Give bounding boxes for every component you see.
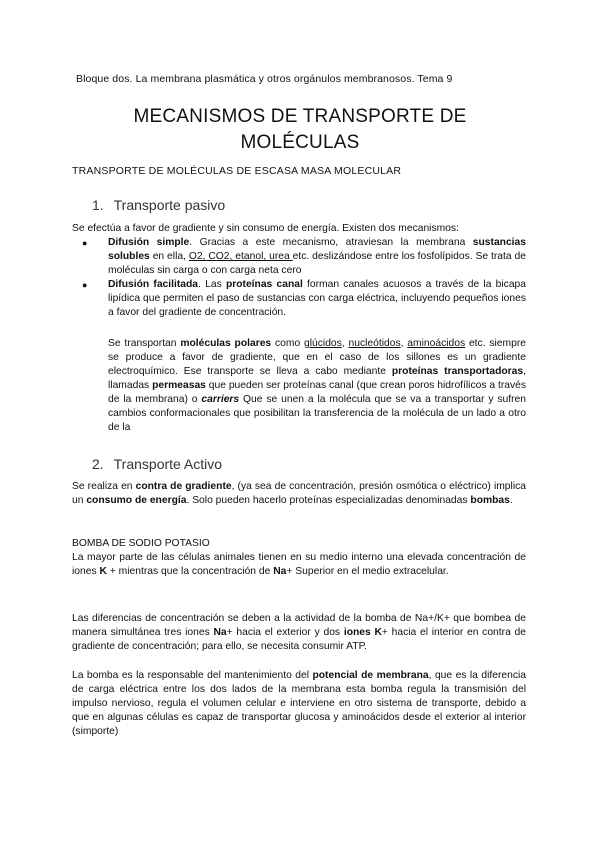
- term-potencial-de-membrana: potencial de membrana: [312, 670, 429, 681]
- pump-paragraph-3: [72, 669, 526, 739]
- text-span: + hacia el interior en contra de gradiente de concentración; para ello, se necesita consumir ATP.: [72, 627, 526, 652]
- text-span: . Solo pueden hacerlo proteínas especializadas denominadas: [186, 495, 471, 506]
- text-span: que pueden ser proteínas canal (que crean poros hidrofílicos a través de la membrana) o: [108, 380, 527, 405]
- term-proteinas-canal: proteínas canal: [225, 279, 303, 290]
- text-span: etc. deslizándose entre los fosfolípidos. Se trata de moléculas sin carga o con carga neta cero: [108, 251, 526, 276]
- underlined-glucidos: glúcidos: [304, 338, 342, 349]
- text-span: ,: [341, 338, 349, 349]
- document-header: Bloque dos. La membrana plasmática y otros orgánulos membranosos. Tema 9: [76, 73, 453, 85]
- pump-paragraph-1: [72, 551, 526, 579]
- text-span: + Superior en el medio extracelular.: [286, 566, 449, 577]
- text-span: , (ya sea de concentración, presión osmótica o eléctrico) implica un: [72, 481, 526, 506]
- title-line-1: MECANISMOS DE TRANSPORTE DE: [133, 106, 467, 127]
- text-span: La mayor parte de las células animales tienen en su medio interno una elevada concentración de iones: [72, 552, 526, 577]
- section-2-number: 2.: [92, 456, 104, 472]
- text-span: forman canales acuosos a través de la bicapa lipídica que permiten el paso de sustancias con carga eléctrica, incluyendo pequeños iones a favor del gradiente de concentración.: [108, 279, 526, 318]
- title-line-2: MOLÉCULAS: [240, 132, 360, 153]
- bullet-dot-icon: ●: [82, 238, 88, 248]
- ion-na: Na: [213, 627, 227, 638]
- section-1-intro: Se efectúa a favor de gradiente y sin consumo de energía. Existen dos mecanismos:: [72, 223, 459, 234]
- list-item-difusion-simple: [80, 236, 526, 278]
- term-consumo-de-energia: consumo de energía: [86, 495, 187, 506]
- pump-heading: BOMBA DE SODIO POTASIO: [72, 538, 210, 549]
- underlined-aminoacidos: aminoácidos: [407, 338, 466, 349]
- text-span: . Gracias a este mecanismo, atraviesan la membrana: [189, 237, 473, 248]
- ion-k: iones K: [343, 627, 382, 638]
- pump-paragraph-2: [72, 612, 526, 654]
- term-permeasas: permeasas: [152, 380, 206, 391]
- text-span: Se transportan: [108, 338, 181, 349]
- polar-molecules-paragraph: [108, 337, 526, 435]
- term-difusion-simple: Difusión simple: [108, 237, 190, 248]
- term-difusion-facilitada: Difusión facilitada: [108, 279, 199, 290]
- term-bombas: bombas: [470, 495, 510, 506]
- section-2-title: Transporte Activo: [113, 456, 223, 472]
- text-span: ,: [400, 338, 408, 349]
- text-span: Se realiza en: [72, 481, 136, 492]
- term-sustancias-solubles: sustancias solubles: [108, 237, 526, 262]
- text-span: La bomba es la responsable del mantenimiento del: [72, 670, 313, 681]
- term-proteinas-transportadoras: proteínas transportadoras: [391, 366, 524, 377]
- text-span: como: [271, 338, 305, 349]
- section-subtitle: TRANSPORTE DE MOLÉCULAS DE ESCASA MASA MOLECULAR: [72, 165, 402, 177]
- section-1-heading: [92, 197, 225, 213]
- page-title: [60, 104, 540, 156]
- text-span: . Las: [198, 279, 226, 290]
- ion-na: Na: [273, 566, 287, 577]
- section-1-number: 1.: [92, 197, 104, 213]
- text-span: + mientras que la concentración de: [106, 566, 274, 577]
- underlined-examples: O2, CO2, etanol, urea: [188, 251, 293, 262]
- text-span: Las diferencias de concentración se deben a la actividad de la bomba de Na+/K+ que bombea de manera simultánea tres iones: [72, 613, 526, 638]
- text-span: + hacia el exterior y dos: [226, 627, 344, 638]
- section-1-title: Transporte pasivo: [113, 197, 226, 213]
- term-carriers: carriers: [201, 394, 240, 405]
- bullet-dot-icon: ●: [82, 280, 88, 290]
- mechanism-list: [80, 236, 526, 320]
- text-span: en ella,: [149, 251, 189, 262]
- section-2-intro: [72, 480, 526, 508]
- text-span: etc. siempre se produce a favor de gradiente, que en el caso de los sillones es un gradiente electroquímico. Ese transporte se lleva a cabo mediante: [108, 338, 526, 377]
- list-item-difusion-facilitada: [80, 278, 526, 320]
- section-2-heading: [92, 456, 222, 472]
- text-span: , llamadas: [108, 366, 526, 391]
- term-moleculas-polares: moléculas polares: [180, 338, 272, 349]
- text-span: Que se unen a la molécula que se va a transportar y sufren cambios conformacionales que posibilitan la transferencia de la molécula de un lado a otro de la: [108, 394, 526, 433]
- text-span: , que es la diferencia de carga eléctrica entre los dos lados de la membrana esta bomba regula la transmisión del impulso nervioso, regula el volumen celular e interviene en otro sistema de transporte, debido a que en algunas células es capaz de transportar glucosa y aminoácidos desde el exterior al interior (simporte): [72, 670, 526, 737]
- term-contra-de-gradiente: contra de gradiente: [135, 481, 232, 492]
- text-span: .: [509, 495, 513, 506]
- underlined-nucleotidos: nucleótidos: [348, 338, 401, 349]
- ion-k: K: [99, 566, 107, 577]
